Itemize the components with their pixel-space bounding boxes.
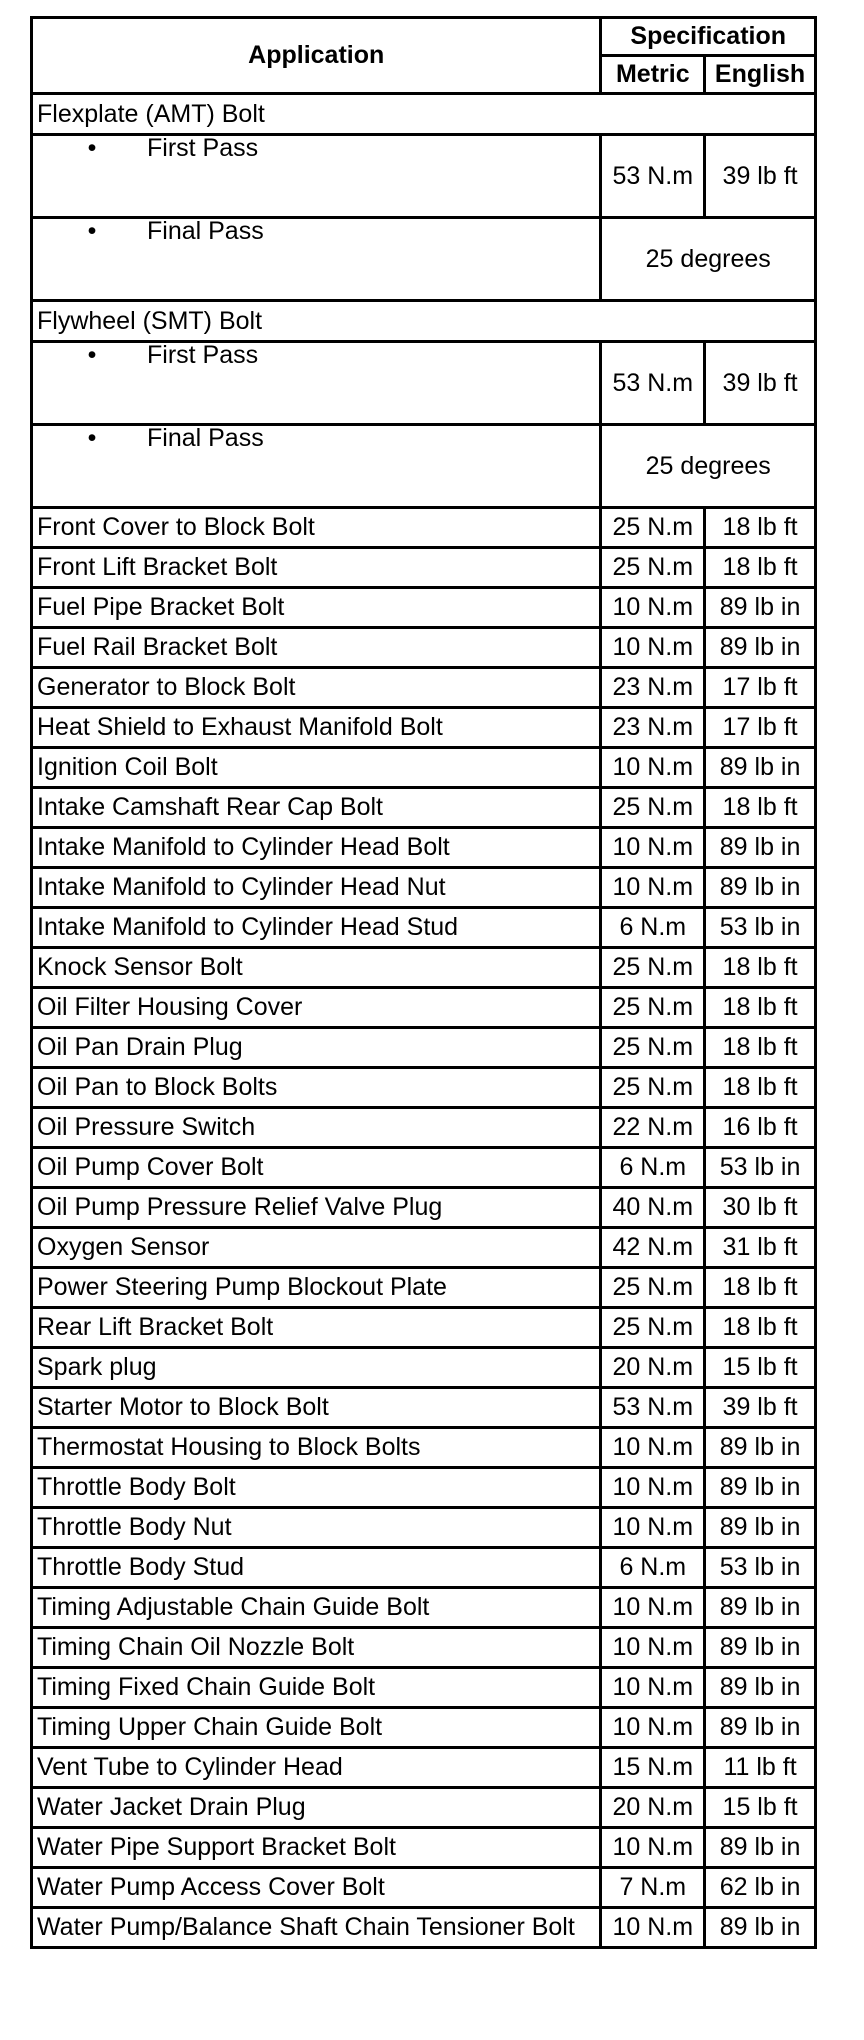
application-cell: Throttle Body Stud — [32, 1548, 601, 1588]
english-value: 53 lb in — [705, 1548, 816, 1588]
first-pass-label: First Pass — [147, 341, 259, 369]
table-row — [32, 668, 816, 708]
metric-value: 10 N.m — [601, 1828, 705, 1868]
first-pass-row — [32, 342, 816, 425]
application-cell: Oil Pressure Switch — [32, 1108, 601, 1148]
application-cell: Timing Fixed Chain Guide Bolt — [32, 1668, 601, 1708]
application-cell: Oil Pump Cover Bolt — [32, 1148, 601, 1188]
table-row — [32, 1508, 816, 1548]
final-pass-row — [32, 218, 816, 301]
english-value: 89 lb in — [705, 828, 816, 868]
first-pass-row — [32, 135, 816, 218]
bullet: • — [87, 424, 97, 452]
metric-value: 20 N.m — [601, 1788, 705, 1828]
metric-value: 15 N.m — [601, 1748, 705, 1788]
metric-value: 25 N.m — [601, 1028, 705, 1068]
torque-spec-table — [30, 16, 817, 1949]
english-value: 18 lb ft — [705, 788, 816, 828]
english-value: 89 lb in — [705, 1468, 816, 1508]
application-cell: Generator to Block Bolt — [32, 668, 601, 708]
application-cell: Thermostat Housing to Block Bolts — [32, 1428, 601, 1468]
application-cell: Oil Pan Drain Plug — [32, 1028, 601, 1068]
metric-value: 10 N.m — [601, 588, 705, 628]
application-cell: Spark plug — [32, 1348, 601, 1388]
first-pass-label: First Pass — [147, 134, 259, 162]
final-pass-value: 25 degrees — [601, 218, 816, 301]
application-cell: Timing Upper Chain Guide Bolt — [32, 1708, 601, 1748]
metric-value: 53 N.m — [601, 342, 705, 425]
application-cell: Oxygen Sensor — [32, 1228, 601, 1268]
english-value: 31 lb ft — [705, 1228, 816, 1268]
metric-value: 53 N.m — [601, 135, 705, 218]
specification-header: Specification — [601, 18, 816, 56]
table-row — [32, 1268, 816, 1308]
final-pass-row — [32, 425, 816, 508]
metric-value: 10 N.m — [601, 1668, 705, 1708]
group-title: Flexplate (AMT) Bolt — [32, 94, 816, 135]
metric-value: 25 N.m — [601, 548, 705, 588]
application-cell: Vent Tube to Cylinder Head — [32, 1748, 601, 1788]
table-row — [32, 1588, 816, 1628]
metric-value: 10 N.m — [601, 1588, 705, 1628]
table-row — [32, 548, 816, 588]
metric-value: 6 N.m — [601, 908, 705, 948]
english-value: 18 lb ft — [705, 1068, 816, 1108]
metric-value: 40 N.m — [601, 1188, 705, 1228]
metric-value: 10 N.m — [601, 1428, 705, 1468]
table-row — [32, 1308, 816, 1348]
metric-value: 10 N.m — [601, 748, 705, 788]
english-value: 18 lb ft — [705, 1308, 816, 1348]
english-value: 16 lb ft — [705, 1108, 816, 1148]
metric-header: Metric — [601, 56, 705, 94]
application-cell: Oil Filter Housing Cover — [32, 988, 601, 1028]
application-cell: Water Pipe Support Bracket Bolt — [32, 1828, 601, 1868]
metric-value: 10 N.m — [601, 868, 705, 908]
application-cell: Fuel Pipe Bracket Bolt — [32, 588, 601, 628]
final-pass-label: Final Pass — [147, 217, 264, 245]
metric-value: 23 N.m — [601, 708, 705, 748]
application-cell: Front Lift Bracket Bolt — [32, 548, 601, 588]
group-row-flywheel — [32, 301, 816, 342]
group-row-flexplate — [32, 94, 816, 135]
metric-value: 53 N.m — [601, 1388, 705, 1428]
table-row — [32, 1868, 816, 1908]
english-value: 53 lb in — [705, 908, 816, 948]
application-cell: Rear Lift Bracket Bolt — [32, 1308, 601, 1348]
english-value: 89 lb in — [705, 1628, 816, 1668]
metric-value: 10 N.m — [601, 1628, 705, 1668]
table-row — [32, 1108, 816, 1148]
application-cell: Water Pump Access Cover Bolt — [32, 1868, 601, 1908]
metric-value: 10 N.m — [601, 828, 705, 868]
table-row — [32, 1068, 816, 1108]
table-row — [32, 1668, 816, 1708]
application-cell: Knock Sensor Bolt — [32, 948, 601, 988]
english-value: 89 lb in — [705, 1588, 816, 1628]
english-value: 18 lb ft — [705, 548, 816, 588]
bullet: • — [87, 217, 97, 245]
metric-value: 10 N.m — [601, 628, 705, 668]
metric-value: 25 N.m — [601, 508, 705, 548]
metric-value: 25 N.m — [601, 1268, 705, 1308]
english-value: 89 lb in — [705, 748, 816, 788]
english-value: 89 lb in — [705, 1508, 816, 1548]
english-value: 18 lb ft — [705, 1268, 816, 1308]
application-cell: Water Pump/Balance Shaft Chain Tensioner Bolt — [32, 1908, 601, 1948]
metric-value: 10 N.m — [601, 1708, 705, 1748]
table-row — [32, 868, 816, 908]
english-value: 89 lb in — [705, 1428, 816, 1468]
table-row — [32, 1148, 816, 1188]
bullet: • — [87, 341, 97, 369]
application-cell: Timing Adjustable Chain Guide Bolt — [32, 1588, 601, 1628]
table-row — [32, 1388, 816, 1428]
metric-value: 6 N.m — [601, 1148, 705, 1188]
metric-value: 10 N.m — [601, 1468, 705, 1508]
table-row — [32, 628, 816, 668]
application-cell: Water Jacket Drain Plug — [32, 1788, 601, 1828]
metric-value: 23 N.m — [601, 668, 705, 708]
table-row — [32, 1468, 816, 1508]
metric-value: 6 N.m — [601, 1548, 705, 1588]
application-cell: Intake Manifold to Cylinder Head Stud — [32, 908, 601, 948]
application-cell: Heat Shield to Exhaust Manifold Bolt — [32, 708, 601, 748]
english-value: 62 lb in — [705, 1868, 816, 1908]
english-value: 89 lb in — [705, 1708, 816, 1748]
table-row — [32, 1428, 816, 1468]
final-pass-label: Final Pass — [147, 424, 264, 452]
english-value: 15 lb ft — [705, 1788, 816, 1828]
final-pass-value: 25 degrees — [601, 425, 816, 508]
table-row — [32, 1708, 816, 1748]
metric-value: 25 N.m — [601, 988, 705, 1028]
table-row — [32, 1908, 816, 1948]
table-row — [32, 1788, 816, 1828]
english-value: 89 lb in — [705, 588, 816, 628]
english-value: 89 lb in — [705, 628, 816, 668]
table-row — [32, 1548, 816, 1588]
table-row — [32, 1348, 816, 1388]
metric-value: 25 N.m — [601, 788, 705, 828]
application-cell: Starter Motor to Block Bolt — [32, 1388, 601, 1428]
metric-value: 42 N.m — [601, 1228, 705, 1268]
application-cell: Oil Pump Pressure Relief Valve Plug — [32, 1188, 601, 1228]
table-row — [32, 1188, 816, 1228]
table-row — [32, 1628, 816, 1668]
metric-value: 25 N.m — [601, 948, 705, 988]
table-row — [32, 908, 816, 948]
table-row — [32, 1028, 816, 1068]
table-row — [32, 588, 816, 628]
table-row — [32, 1748, 816, 1788]
metric-value: 25 N.m — [601, 1308, 705, 1348]
table-row — [32, 988, 816, 1028]
application-cell: Power Steering Pump Blockout Plate — [32, 1268, 601, 1308]
english-value: 17 lb ft — [705, 668, 816, 708]
english-value: 18 lb ft — [705, 988, 816, 1028]
english-value: 11 lb ft — [705, 1748, 816, 1788]
application-header: Application — [32, 18, 601, 94]
application-cell: Timing Chain Oil Nozzle Bolt — [32, 1628, 601, 1668]
english-value: 30 lb ft — [705, 1188, 816, 1228]
english-value: 18 lb ft — [705, 1028, 816, 1068]
english-value: 39 lb ft — [705, 135, 816, 218]
application-cell: Ignition Coil Bolt — [32, 748, 601, 788]
english-value: 17 lb ft — [705, 708, 816, 748]
table-row — [32, 788, 816, 828]
table-row — [32, 828, 816, 868]
english-value: 15 lb ft — [705, 1348, 816, 1388]
application-cell: Oil Pan to Block Bolts — [32, 1068, 601, 1108]
metric-value: 22 N.m — [601, 1108, 705, 1148]
application-cell: Intake Manifold to Cylinder Head Nut — [32, 868, 601, 908]
group-title: Flywheel (SMT) Bolt — [32, 301, 816, 342]
english-value: 39 lb ft — [705, 1388, 816, 1428]
english-value: 89 lb in — [705, 868, 816, 908]
application-cell: Front Cover to Block Bolt — [32, 508, 601, 548]
english-value: 89 lb in — [705, 1668, 816, 1708]
english-value: 89 lb in — [705, 1908, 816, 1948]
application-cell: Fuel Rail Bracket Bolt — [32, 628, 601, 668]
bullet: • — [87, 134, 97, 162]
table-row — [32, 708, 816, 748]
english-value: 53 lb in — [705, 1148, 816, 1188]
table-row — [32, 508, 816, 548]
application-cell: Throttle Body Nut — [32, 1508, 601, 1548]
table-body — [32, 94, 816, 1948]
metric-value: 25 N.m — [601, 1068, 705, 1108]
application-cell: Intake Manifold to Cylinder Head Bolt — [32, 828, 601, 868]
application-cell: Intake Camshaft Rear Cap Bolt — [32, 788, 601, 828]
table-row — [32, 748, 816, 788]
english-value: 89 lb in — [705, 1828, 816, 1868]
table-row — [32, 1228, 816, 1268]
english-value: 39 lb ft — [705, 342, 816, 425]
metric-value: 7 N.m — [601, 1868, 705, 1908]
english-value: 18 lb ft — [705, 508, 816, 548]
table-row — [32, 1828, 816, 1868]
metric-value: 10 N.m — [601, 1508, 705, 1548]
metric-value: 20 N.m — [601, 1348, 705, 1388]
metric-value: 10 N.m — [601, 1908, 705, 1948]
application-cell: Throttle Body Bolt — [32, 1468, 601, 1508]
table-row — [32, 948, 816, 988]
english-value: 18 lb ft — [705, 948, 816, 988]
english-header: English — [705, 56, 816, 94]
